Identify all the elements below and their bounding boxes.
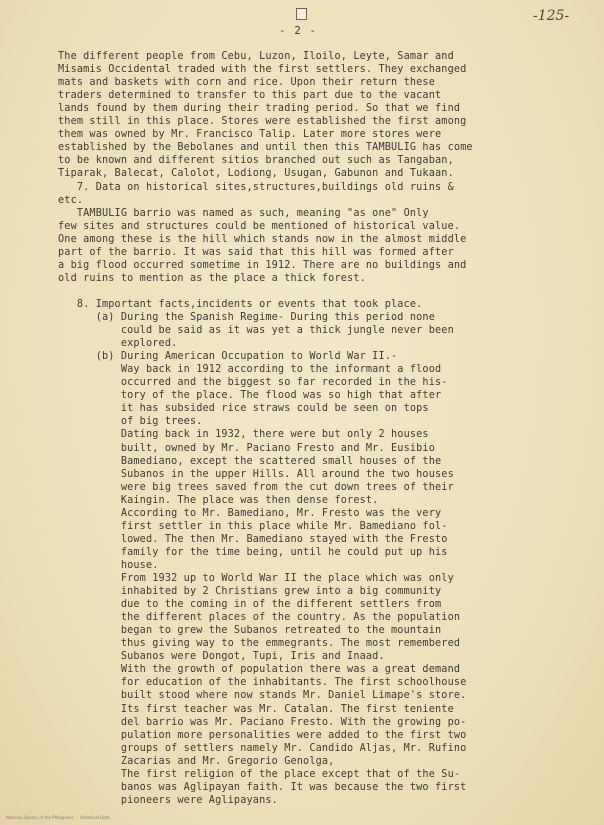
- text-line: TAMBULIG barrio was named as such, meaning "as one" Only: [58, 207, 429, 219]
- text-line: One among these is the hill which stands now in the almost middle: [58, 233, 467, 245]
- text-line: Tiparak, Balecat, Calolot, Lodiong, Usugan, Gabunon and Tukaan.: [58, 168, 454, 180]
- text-line: With the growth of population there was a great demand: [58, 664, 461, 676]
- text-line: built, owned by Mr. Paciano Fresto and Mr. Eusibio: [58, 442, 436, 454]
- text-line: del barrio was Mr. Paciano Fresto. With the growing po-: [58, 716, 467, 728]
- text-line: part of the barrio. It was said that this hill was formed after: [58, 246, 454, 258]
- text-line: According to Mr. Bamediano, Mr. Fresto was the very: [58, 507, 442, 519]
- text-line: mats and baskets with corn and rice. Upon their return these: [58, 77, 436, 89]
- text-line: explored.: [58, 338, 178, 350]
- text-line: (b) During American Occupation to World War II.-: [58, 351, 398, 363]
- text-line: established by the Bebolanes and until then this TAMBULIG has come: [58, 142, 473, 154]
- text-line: occurred and the biggest so far recorded in the his-: [58, 377, 448, 389]
- text-line: house.: [58, 559, 159, 571]
- text-line: traders determined to transfer to this part due to the vacant: [58, 90, 442, 102]
- text-line: built stood where now stands Mr. Daniel Limape's store.: [58, 690, 467, 702]
- text-line: them still in this place. Stores were established the first among: [58, 116, 467, 128]
- text-line: From 1932 up to World War II the place which was only: [58, 573, 454, 584]
- text-line: the different places of the country. As the population: [58, 612, 461, 624]
- text-line: banos was Aglipayan faith. It was because the two first: [58, 781, 467, 793]
- text-line: Zacarias and Mr. Gregorio Genolga,: [58, 755, 335, 767]
- text-line: of big trees.: [58, 416, 203, 428]
- text-line: were big trees saved from the cut down trees of their: [58, 481, 454, 493]
- text-line: lowed. The then Mr. Bamediano stayed with the Fresto: [58, 533, 448, 545]
- text-line: due to the coming in of the different settlers from: [58, 599, 442, 611]
- punch-hole-mark: [296, 8, 307, 20]
- text-line: Bamediano, except the scattered small houses of the: [58, 455, 442, 467]
- text-line: to be known and different sitios branched out such as Tangaban,: [58, 155, 454, 167]
- text-line: etc.: [58, 194, 84, 206]
- text-line: pulation more personalities were added to the first two: [58, 729, 467, 741]
- text-line: family for the time being, until he could put up his: [58, 546, 448, 558]
- text-line: 8. Important facts,incidents or events that took place.: [58, 298, 423, 310]
- text-line: Subanos in the upper Hills. All around the two houses: [58, 468, 454, 480]
- page-number: - 2 -: [279, 24, 318, 37]
- text-line: Dating back in 1932, there were but only 2 houses: [58, 429, 429, 441]
- text-line: 7. Data on historical sites,structures,buildings old ruins &: [58, 181, 454, 193]
- text-line: tory of the place. The flood was so high that after: [58, 390, 442, 402]
- text-line: Its first teacher was Mr. Catalan. The first teniente: [58, 703, 454, 715]
- handwritten-folio-number: -125-: [533, 8, 570, 24]
- text-line: (a) During the Spanish Regime- During this period none: [58, 312, 436, 323]
- text-line: it has subsided rice straws could be seen on tops: [58, 403, 429, 415]
- text-line: could be said as it was yet a thick jungle never been: [58, 325, 454, 337]
- text-line: began to grew the Subanos retreated to the mountain: [58, 625, 442, 637]
- text-line: first settler in this place while Mr. Bamediano fol-: [58, 520, 448, 532]
- text-line: old ruins to mention as the place a thick forest.: [58, 272, 366, 284]
- text-line: few sites and structures could be mentioned of historical value.: [58, 220, 461, 232]
- text-line: The first religion of the place except that of the Su-: [58, 768, 461, 780]
- text-line: thus giving way to the emmegrants. The most remembered: [58, 638, 461, 650]
- text-line: Subanos were Dongot, Tupi, Iris and Inaad.: [58, 651, 385, 663]
- text-line: The different people from Cebu, Luzon, Iloilo, Leyte, Samar and: [58, 51, 454, 62]
- text-line: lands found by them during their trading period. So that we find: [58, 103, 461, 115]
- text-line: a big flood occurred sometime in 1912. There are no buildings and: [58, 259, 467, 271]
- text-line: for education of the inhabitants. The first schoolhouse: [58, 677, 467, 689]
- text-line: pioneers were Aglipayans.: [58, 794, 278, 806]
- text-line: groups of settlers namely Mr. Candido Aljas, Mr. Rufino: [58, 742, 467, 754]
- text-line: them was owned by Mr. Francisco Talip. Later more stores were: [58, 129, 442, 141]
- text-line: Kaingin. The place was then dense forest.: [58, 494, 379, 506]
- archive-footer: National Library of the Philippines · Historical Data: [6, 815, 110, 820]
- text-line: Way back in 1912 according to the informant a flood: [58, 364, 442, 376]
- text-line: Misamis Occidental traded with the first settlers. They exchanged: [58, 64, 467, 76]
- text-line: inhabited by 2 Christians grew into a big community: [58, 586, 442, 598]
